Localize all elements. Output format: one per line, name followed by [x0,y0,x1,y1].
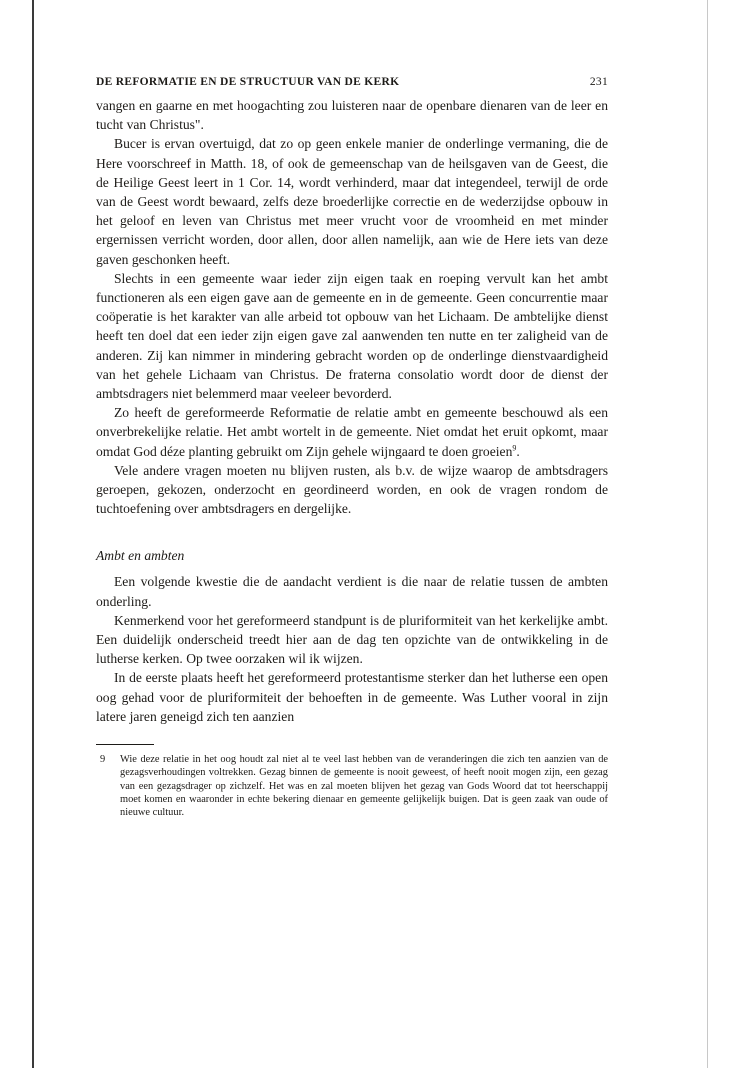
footnote-number: 9 [100,754,106,766]
paragraph-text-end: . [516,443,520,459]
section-heading: Ambt en ambten [96,548,185,564]
paragraph-text: Zo heeft de gereformeerde Reformatie de relatie ambt en gemeente beschouwd als een onverbrekelijke relatie. Het ambt wortelt in de gemeente. Niet omdat het eruit opkomt, maar omdat God déze planting gebruikt om Zijn gehele wijngaard te doen groeien [96,405,608,459]
footnote-divider [96,744,154,745]
paragraph: Een volgende kwestie die de aandacht verdient is die naar de relatie tussen de ambten onderling. [96,574,608,609]
page-number: 231 [589,76,608,88]
paragraph: In de eerste plaats heeft het gereformeerd protestantisme sterker dan het lutherse een open oog gehad voor de pluriformiteit der behoeften in de gemeente. Was Luther vooral in zijn latere jaren geneigd zich ten aanzien [96,670,608,724]
body-text [96,96,608,726]
paragraph: Kenmerkend voor het gereformeerd standpunt is de pluriformiteit van het kerkelijke ambt. Een duidelijk onderscheid treedt hier aan de dag ten opzichte van de ontwikkeling in de lutherse kerken. Op twee oorzaken wil ik wijzen. [96,612,608,667]
paragraph: vangen en gaarne en met hoogachting zou luisteren naar de openbare dienaren van de leer en tucht van Christus". [96,98,608,133]
paragraph-with-footnote-ref [96,403,608,461]
scan-border-right [707,0,708,1068]
footnote-text: Wie deze relatie in het oog houdt zal niet al te veel last hebben van de veranderingen die zich ten aanzien van de gezagsverhoudingen voltrekken. Gezag binnen de gemeente is nooit geweest, of heeft nooit mogen zijn, een gezag van een gezagsdrager op zichzelf. Het was en zal moeten blijven het gezag van Gods Woord dat tot heerschappij moet komen en waaronder in echte bekering dienaar en gemeente gelijkelijk buigen. Dat is geen zaak van oude of nieuwe cultuur. [120,754,608,818]
paragraph: Vele andere vragen moeten nu blijven rusten, als b.v. de wijze waarop de ambtsdragers geroepen, gekozen, onderzocht en geordineerd worden, en ook de vragen rondom de tuchtoefening over ambtsdragers en dergelijke. [96,462,608,517]
footnote [96,753,608,819]
running-title: DE REFORMATIE EN DE STRUCTUUR VAN DE KERK [96,76,400,88]
footnote-reference[interactable]: 9 [512,443,517,453]
running-header [96,76,608,88]
book-page [96,76,608,819]
paragraph: Slechts in een gemeente waar ieder zijn eigen taak en roeping vervult kan het ambt functioneren als een eigen gave aan de gemeente en in de gemeente. Geen concurrentie maar coöperatie is het karakter van alle arbeid tot opbouw van het Lichaam. De ambtelijke dienst heeft ten doel dat een ieder zijn eigen gave zal aanwenden ten nutte en ter zaligheid van de anderen. Zij kan nimmer in mindering gebracht worden op de onderlinge dienstvaardigheid van het gehele Lichaam van Christus. De fraterna consolatio wordt door de dienst der ambtsdragers niet belemmerd maar veeleer bevorderd. [96,270,608,402]
paragraph: Bucer is ervan overtuigd, dat zo op geen enkele manier de onderlinge vermaning, die de Here voorschreef in Matth. 18, of ook de gemeenschap van de heilsgaven van de Geest, die de Heilige Geest leert in 1 Cor. 14, wordt verhinderd, maar dat integendeel, terwijl de orde van de Geest wordt bewaard, zelfs deze broederlijke correctie en de wederzijdse opbouw in het geloof en leven van Christus met meer vrucht voor de vroomheid en met minder ergernissen verricht worden, door allen, door allen namelijk, aan wie de Here iets van deze gaven geschonken heeft. [96,136,608,267]
scan-border-left [32,0,34,1068]
